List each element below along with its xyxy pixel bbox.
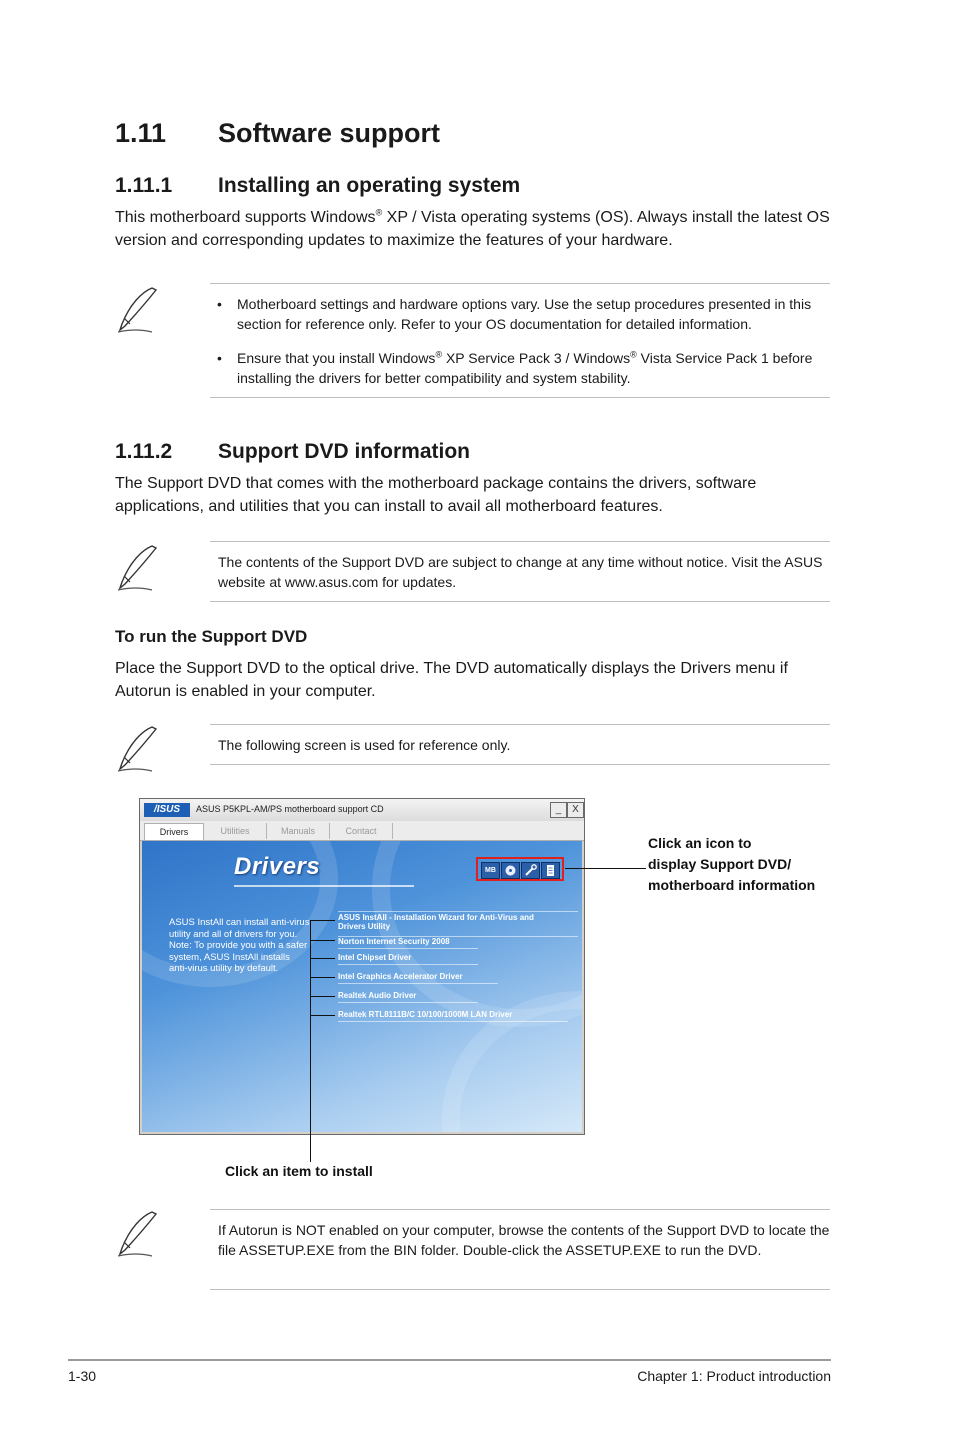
note-rule-bottom — [210, 764, 830, 765]
run-heading: To run the Support DVD — [115, 627, 308, 646]
section-heading — [115, 118, 440, 149]
driver-divider — [338, 948, 478, 949]
note-pen-icon — [112, 1208, 160, 1260]
subsection-title-2: Support DVD information — [218, 440, 470, 463]
document-icon[interactable] — [541, 862, 560, 879]
disc-icon[interactable] — [501, 862, 520, 879]
driver-divider — [338, 1021, 568, 1022]
item-callout-tick — [310, 958, 335, 959]
section-title: Software support — [218, 118, 441, 148]
subsection-number-2: 1.11.2 — [115, 440, 173, 463]
item-callout-tick — [310, 1015, 335, 1016]
installall-description: ASUS InstAll can install anti-virus utility and all of drivers for you. Note: To provide you with a safer system, ASUS InstAll installs anti-virus utility by default. — [169, 917, 310, 974]
subsection-heading-2 — [115, 440, 470, 464]
tab-contact[interactable]: Contact — [330, 823, 393, 839]
asus-logo: /ISUS — [144, 803, 190, 817]
os-paragraph: This motherboard supports Windows® XP / Vista operating systems (OS). Always install the latest OS version and corresponding updates to maximize the features of your hardware. — [115, 207, 830, 249]
note-4-text: If Autorun is NOT enabled on your computer, browse the contents of the Support DVD to locate the file ASSETUP.EXE from the BIN folder. Double-click the ASSETUP.EXE to run the DVD. — [218, 1222, 830, 1258]
item-callout-tick — [310, 940, 335, 941]
drivers-heading: Drivers — [234, 853, 321, 880]
heading-underline — [234, 885, 414, 887]
subsection-number-1: 1.11.1 — [115, 174, 173, 197]
note-pen-icon — [112, 284, 160, 336]
driver-divider — [338, 911, 578, 912]
support-dvd-window — [139, 798, 585, 1135]
item-callout-tick — [310, 977, 335, 978]
run-paragraph: Place the Support DVD to the optical drive. The DVD automatically displays the Drivers menu if Autorun is enabled in your computer. — [115, 660, 788, 700]
note-1-list — [217, 294, 831, 388]
close-button[interactable]: X — [567, 802, 584, 818]
wrench-icon[interactable] — [521, 862, 540, 879]
note-3-text: The following screen is used for reference only. — [218, 737, 511, 753]
list-item: • Motherboard settings and hardware options vary. Use the setup procedures presented in this section for reference only. Refer to your OS documentation for detailed information. — [217, 296, 812, 332]
tab-drivers[interactable]: Drivers — [144, 823, 204, 840]
item-callout-tick — [310, 920, 335, 921]
drivers-panel — [142, 841, 582, 1132]
info-icon-group — [476, 857, 564, 881]
icon-callout-leader — [565, 868, 646, 869]
driver-item-intel-chipset[interactable]: Intel Chipset Driver — [338, 953, 412, 962]
note-rule-bottom — [210, 1289, 830, 1290]
note-2-text: The contents of the Support DVD are subject to change at any time without notice. Visit the ASUS website at www.asus.com for updates. — [218, 554, 823, 590]
dvd-paragraph: The Support DVD that comes with the motherboard package contains the drivers, software applications, and utilities that you can install to avail all motherboard features. — [115, 475, 757, 515]
window-titlebar — [140, 799, 584, 822]
driver-divider — [338, 1002, 478, 1003]
note-rule-bottom — [210, 601, 830, 602]
chapter-label: Chapter 1: Product introduction — [637, 1368, 831, 1384]
driver-item-realtek-lan[interactable]: Realtek RTL8111B/C 10/100/1000M LAN Driver — [338, 1010, 513, 1019]
tab-manuals[interactable]: Manuals — [267, 823, 330, 839]
page-number: 1-30 — [68, 1368, 97, 1384]
footer-rule — [68, 1359, 831, 1361]
note-rule-top — [210, 283, 830, 284]
window-title: ASUS P5KPL-AM/PS motherboard support CD — [196, 804, 384, 814]
list-item: • Ensure that you install Windows® XP Service Pack 3 / Windows® Vista Service Pack 1 before installing the drivers for better compatibility and system stability. — [217, 349, 813, 386]
note-rule-bottom — [210, 397, 830, 398]
tab-utilities[interactable]: Utilities — [204, 823, 267, 839]
item-callout-tick — [310, 996, 335, 997]
note-rule-top — [210, 541, 830, 542]
driver-item-asus-installall[interactable]: ASUS InstAll - Installation Wizard for Anti-Virus and Drivers Utility — [338, 913, 534, 931]
driver-item-intel-graphics[interactable]: Intel Graphics Accelerator Driver — [338, 972, 463, 981]
mb-info-icon[interactable]: MB — [481, 862, 500, 879]
item-callout-label: Click an item to install — [225, 1163, 373, 1179]
driver-item-norton[interactable]: Norton Internet Security 2008 — [338, 937, 450, 946]
driver-item-realtek-audio[interactable]: Realtek Audio Driver — [338, 991, 417, 1000]
icon-callout-label: Click an icon to display Support DVD/ motherboard information — [648, 835, 816, 893]
note-rule-top — [210, 1209, 830, 1210]
subsection-title-1: Installing an operating system — [218, 174, 521, 197]
subsection-heading-1 — [115, 174, 520, 198]
item-callout-leader — [310, 920, 311, 1162]
tab-bar — [140, 821, 584, 841]
driver-divider — [338, 983, 498, 984]
note-rule-top — [210, 724, 830, 725]
section-number: 1.11 — [115, 118, 167, 148]
minimize-button[interactable]: _ — [550, 802, 567, 818]
note-pen-icon — [112, 723, 160, 775]
driver-divider — [338, 964, 478, 965]
note-pen-icon — [112, 542, 160, 594]
